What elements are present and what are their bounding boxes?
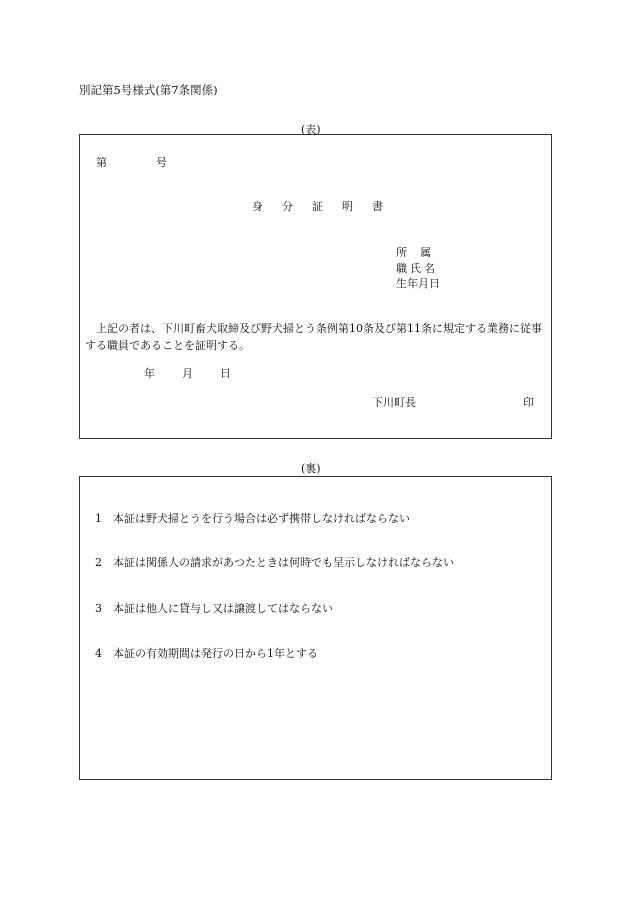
note-text: 本証の有効期間は発行の日から1年とする	[113, 647, 318, 660]
number-prefix: 第	[96, 156, 107, 169]
note-number: 2	[95, 556, 102, 569]
note-number: 4	[95, 647, 102, 660]
note-item	[95, 510, 410, 526]
back-side-label: (裏)	[301, 462, 321, 475]
note-text: 本証は関係人の請求があつたときは何時でも呈示しなければならない	[113, 556, 454, 569]
note-item	[95, 554, 454, 570]
note-text: 本証は野犬掃とうを行う場合は必ず携帯しなければならない	[113, 512, 410, 525]
note-item	[95, 600, 333, 616]
certification-statement: 上記の者は、下川町畜犬取締及び野犬掃とう条例第10条及び第11条に規定する業務に従事する職員であることを証明する。	[85, 322, 542, 352]
document-title	[252, 198, 402, 214]
title-name-label: 職氏名	[396, 262, 438, 275]
title-char: 証	[312, 200, 323, 213]
number-suffix: 号	[156, 156, 167, 169]
seal-mark: 印	[523, 396, 534, 409]
title-char: 書	[372, 200, 383, 213]
date-month-label: 月	[182, 367, 193, 380]
back-side-box	[79, 476, 552, 780]
form-header: 別記第5号様式(第7条関係)	[79, 83, 218, 97]
date-year-label: 年	[144, 367, 155, 380]
title-char: 明	[342, 200, 353, 213]
issuer-title: 下川町長	[372, 396, 416, 409]
date-day-label: 日	[220, 367, 231, 380]
note-text: 本証は他人に貸与し又は譲渡してはならない	[113, 602, 333, 615]
front-side-label: (表)	[301, 123, 321, 136]
birth-date-label: 生年月日	[396, 277, 440, 290]
note-item	[95, 645, 318, 661]
department-label: 所属	[396, 246, 444, 259]
front-side-box	[79, 134, 552, 439]
title-char: 分	[282, 200, 293, 213]
title-char: 身	[252, 200, 263, 213]
note-number: 1	[95, 512, 102, 525]
note-number: 3	[95, 602, 102, 615]
issue-date	[144, 365, 231, 381]
